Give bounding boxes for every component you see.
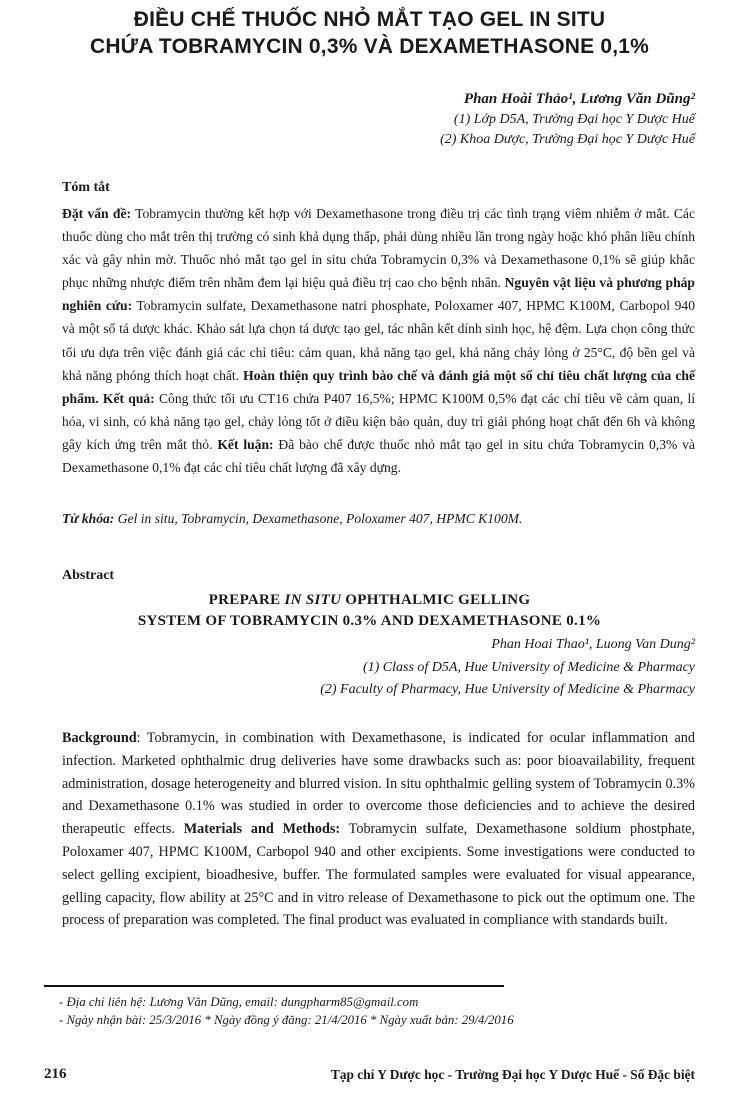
authors-block-vn	[440, 88, 695, 150]
text-background-vn: Tobramycin thường kết hợp với Dexamethasone trong điều trị các tình trạng viêm nhiễm ở mắt. Các thuốc dùng cho mắt trên thị trường có sinh khả dụng thấp, phải dùng nhiều lần trong ngày hoặc khó phân liều chính xác và gây nhìn mờ. Thuốc nhỏ mắt tạo gel in situ chứa Tobramycin 0,3% và Dexamethasone 0,1% sẽ giúp khắc phục những nhược điểm trên nhằm đem lại hiệu quả điều trị cao cho bệnh nhân.	[62, 206, 696, 291]
abstract-heading-vn: Tóm tắt	[62, 180, 110, 195]
label-results-vn: Kết quả:	[98, 390, 155, 406]
title-line-2: CHỨA TOBRAMYCIN 0,3% VÀ DEXAMETHASONE 0,1%	[89, 35, 650, 58]
affiliation-1-vn: (1) Lớp D5A, Trường Đại học Y Dược Huế	[453, 112, 695, 127]
text-background-en: : Tobramycin, in combination with Dexamethasone, is indicated for ocular inflammation and infection. Marketed ophthalmic drug deliveries have some drawbacks such as: poor bioavailability, frequent administration, dosage heterogeneity and blurred vision. In situ ophthalmic gelling system of Tobramycin 0.3% and Dexamethasone 0.1% was studied in order to overcome those deficiencies and to achieve the desired therapeutic effects.	[62, 730, 695, 838]
keywords-text: Gel in situ, Tobramycin, Dexamethasone, Poloxamer 407, HPMC K100M.	[114, 511, 523, 526]
author-names-vn: Phan Hoài Thảo¹, Lương Văn Dũng²	[463, 91, 695, 107]
abstract-body-vn	[62, 202, 695, 479]
affiliation-2-vn: (2) Khoa Dược, Trường Đại học Y Dược Huế	[440, 132, 695, 147]
text-methods-en: Tobramycin sulfate, Dexamethasone soldium phostphate, Poloxamer 407, HPMC K100M, Carbopol 940 and other excipients. Some investigations were conducted to select gelling excipient, bioadhesive, buffer. The formulated samples were evaluated for visual appearance, gelling capacity, flow ability at 25°C and in vitro release of Dexamethasone to pick out the optimum one. The process of preparation was completed. The final product was evaluated in compliance with standards built.	[62, 821, 695, 929]
keywords-vn	[62, 511, 522, 527]
text-results-vn: Công thức tối ưu CT16 chứa P407 16,5%; HPMC K100M 0,5% đạt các chỉ tiêu về cảm quan, lí hóa, vi sinh, có khả năng tạo gel, chảy lỏng tốt ở điều kiện bảo quản, duy trì giải phóng hoạt chất đến 6h và không gây kích ứng trên mắt thỏ.	[62, 390, 696, 452]
affiliation-1-en: (1) Class of D5A, Hue University of Medicine & Pharmacy	[362, 659, 695, 675]
english-title-line-1	[60, 590, 679, 611]
english-title-post: OPHTHALMIC GELLING	[341, 592, 531, 608]
title-line-1: ĐIỀU CHẾ THUỐC NHỎ MẮT TẠO GEL IN SITU	[133, 8, 606, 31]
text-methods-bold-vn: Hoàn thiện quy trình bào chế và đánh giá một số chỉ tiêu chất lượng của chế phẩm.	[62, 367, 696, 406]
text-methods-vn: Tobramycin sulfate, Dexamethasone natri phosphate, Poloxamer 407, HPMC K100M, Carbopol 940 và một số tá dược khác. Khảo sát lựa chọn tá dược tạo gel, tác nhân kết dính sinh học, hệ đệm. Lựa chọn công thức tối ưu dựa trên việc đánh giá các chỉ tiêu: cảm quan, khả năng tạo gel, khả năng chảy lỏng ở 25°C, độ bền gel và khả năng phóng thích hoạt chất.	[62, 298, 696, 383]
label-background-vn: Đặt vấn đề:	[62, 206, 132, 221]
footer-divider	[44, 985, 504, 987]
page-number: 216	[44, 1066, 67, 1082]
paper-title	[40, 6, 699, 60]
abstract-body-en	[62, 727, 695, 932]
contact-line: - Địa chỉ liên hệ: Lương Văn Dũng, email: dungpharm85@gmail.com	[59, 995, 419, 1009]
label-background-en: Background	[62, 730, 137, 746]
dates-line: - Ngày nhận bài: 25/3/2016 * Ngày đồng ý đăng: 21/4/2016 * Ngày xuất bản: 29/4/2016	[59, 1013, 514, 1027]
text-conclusion-vn: Đã bào chế được thuốc nhỏ mắt tạo gel in situ chứa Tobramycin 0,3% và Dexamethasone 0,1% đạt các chỉ tiêu chất lượng đã xây dựng.	[62, 436, 695, 476]
abstract-heading-en: Abstract	[62, 568, 115, 583]
english-title	[60, 590, 679, 632]
english-title-line-2: SYSTEM OF TOBRAMYCIN 0.3% AND DEXAMETHASONE 0.1%	[137, 613, 602, 629]
english-title-italic: IN SITU	[284, 592, 342, 608]
english-title-pre: PREPARE	[208, 592, 285, 608]
label-methods-vn: Nguyên vật liệu và phương pháp nghiên cứu:	[62, 275, 695, 314]
label-methods-en: Materials and Methods:	[174, 821, 341, 838]
footer-notes	[44, 985, 696, 1035]
affiliation-2-en: (2) Faculty of Pharmacy, Hue University of Medicine & Pharmacy	[320, 682, 695, 697]
keywords-label: Từ khóa:	[62, 511, 115, 526]
author-names-en: Phan Hoai Thao¹, Luong Van Dung²	[491, 637, 695, 652]
authors-block-en	[320, 634, 695, 702]
journal-name: Tạp chí Y Dược học - Trường Đại học Y Dược Huế - Số Đặc biệt	[330, 1067, 695, 1082]
label-conclusion-vn: Kết luận:	[212, 436, 274, 452]
